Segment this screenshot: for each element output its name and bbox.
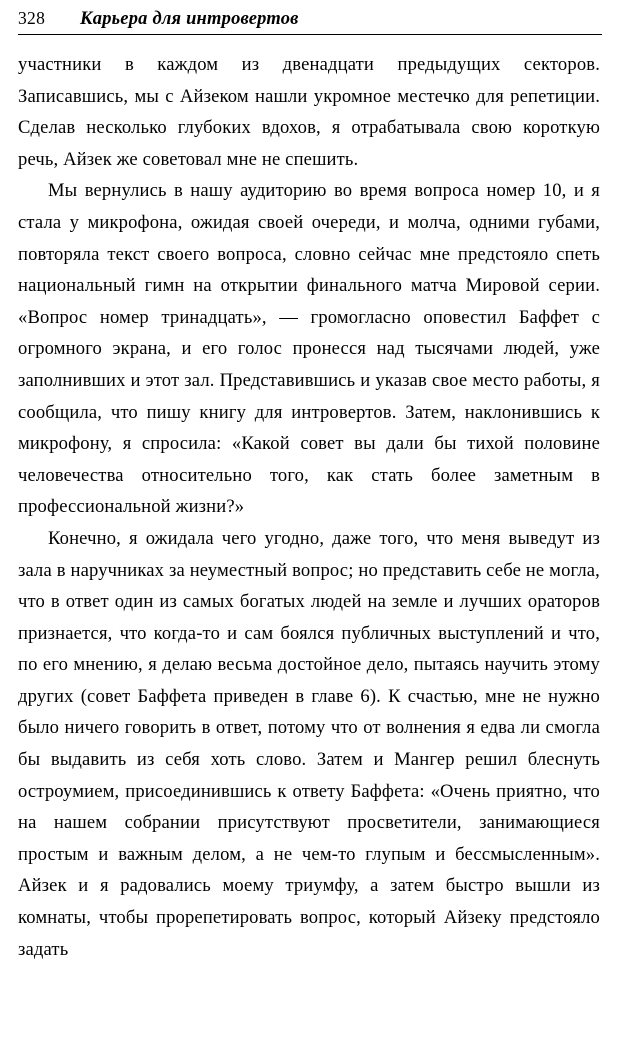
paragraph: участники в каждом из двенадцати предыдущих секторов. Записавшись, мы с Айзеком нашли укромное местечко для репетиции. Сделав несколько глубоких вдохов, я отрабатывала свою короткую речь, Айзек же советовал мне не спешить. bbox=[18, 54, 600, 170]
running-title: Карьера для интровертов bbox=[80, 9, 299, 29]
paragraph: Конечно, я ожидала чего угодно, даже того, что меня выведут из зала в наручниках за неуместный вопрос; но представить себе не могла, что в ответ один из самых богатых людей на земле и лучших ораторов признается, что когда-то и сам боялся публичных выступлений и что, по его мнению, я делаю весьма достойное дело, пытаясь научить этому других (совет Баффета приведен в главе 6). К счастью, мне не нужно было ничего говорить в ответ, потому что от волнения я едва ли смогла бы выдавить из себя хоть слово. Затем и Мангер решил блеснуть остроумием, присоединившись к ответу Баффета: «Очень приятно, что на нашем собрании присутствуют просветители, занимающиеся простым и важным делом, а не чем-то глупым и бессмысленным». Айзек и я радовались моему триумфу, а затем быстро вышли из комнаты, чтобы прорепетировать вопрос, который Айзеку предстояло задать bbox=[18, 527, 600, 960]
page-number: 328 bbox=[18, 8, 46, 28]
paragraph: Мы вернулись в нашу аудиторию во время вопроса номер 10, и я стала у микрофона, ожидая своей очереди, и молча, одними губами, повторяла текст своего вопроса, словно сейчас мне предстояло спеть национальный гимн на открытии финального матча Мировой серии. «Вопрос номер тринадцать», — громогласно оповестил Баффет с огромного экрана, и его голос пронесся над тысячами людей, уже заполнивших и этот зал. Представившись и указав свое место работы, я сообщила, что пишу книгу для интровертов. Затем, наклонившись к микрофону, я спросила: «Какой совет вы дали бы тихой половине человечества относительно того, как стать более заметным в профессиональной жизни?» bbox=[18, 180, 600, 518]
page-body bbox=[0, 35, 620, 965]
page-header bbox=[0, 0, 620, 32]
